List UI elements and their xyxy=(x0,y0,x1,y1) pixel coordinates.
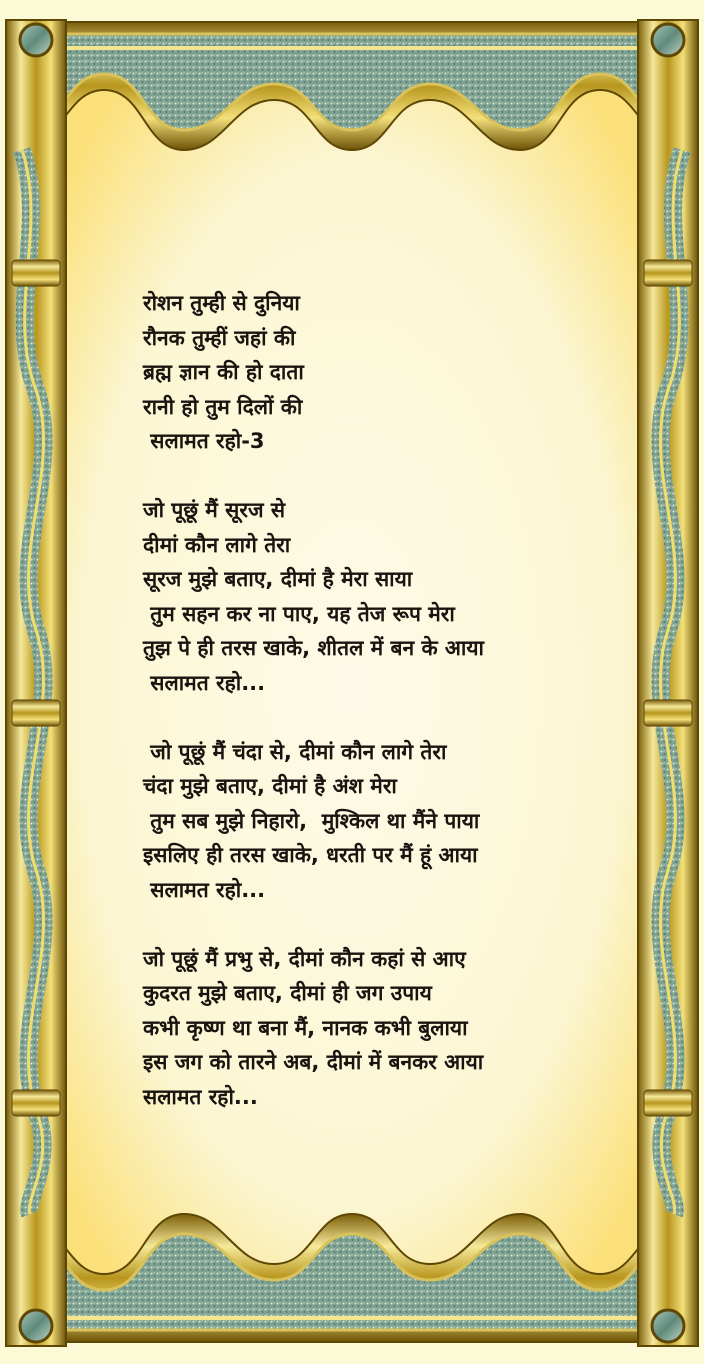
poem-line: तुम सहन कर ना पाए, यह तेज रूप मेरा xyxy=(143,601,455,626)
poem-line: दीमां कौन लागे तेरा xyxy=(143,532,291,557)
poem-line: सूरज मुझे बताए, दीमां है मेरा साया xyxy=(143,567,413,591)
poem-line: रौनक तुम्हीं जहां की xyxy=(143,325,296,350)
poem-line: इसलिए ही तरस खाके, धरती पर मैं हूं आया xyxy=(143,843,478,867)
poem-text xyxy=(143,286,603,1114)
poem-line: इस जग को तारने अब, दीमां में बनकर आया xyxy=(143,1050,484,1074)
poem-line: तुझ पे ही तरस खाके, शीतल में बन के आया xyxy=(143,636,484,660)
poem-stanza xyxy=(143,286,603,459)
poem-stanza xyxy=(143,493,603,700)
poem-line: कुदरत मुझे बताए, दीमां ही जग उपाय xyxy=(143,981,432,1005)
poem-line: सलामत रहो... xyxy=(143,1084,258,1109)
poem-line: कभी कृष्ण था बना मैं, नानक कभी बुलाया xyxy=(143,1015,468,1040)
poem-line: सलामत रहो... xyxy=(143,877,266,902)
poem-line: चंदा मुझे बताए, दीमां है अंश मेरा xyxy=(143,774,397,798)
poem-line: जो पूछूं मैं सूरज से xyxy=(143,498,286,522)
poem-line: सलामत रहो-3 xyxy=(143,429,265,453)
poem-stanza xyxy=(143,735,603,908)
poem-line: रोशन तुम्ही से दुनिया xyxy=(143,291,300,315)
poem-stanza xyxy=(143,942,603,1115)
poem-line: जो पूछूं मैं चंदा से, दीमां कौन लागे तेरा xyxy=(143,739,447,764)
poem-line: ब्रह्म ज्ञान की हो दाता xyxy=(143,360,304,384)
poem-line: रानी हो तुम दिलों की xyxy=(143,394,303,419)
poem-line: सलामत रहो... xyxy=(143,670,266,695)
poem-line: तुम सब मुझे निहारो, मुश्किल था मैंने पाया xyxy=(143,808,480,833)
poem-line: जो पूछूं मैं प्रभु से, दीमां कौन कहां से आए xyxy=(143,946,466,971)
